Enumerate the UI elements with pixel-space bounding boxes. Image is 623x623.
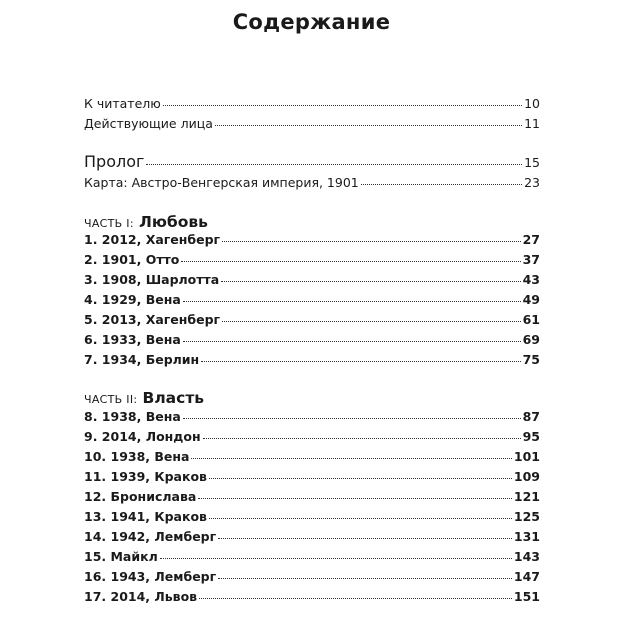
entry-label: 7. 1934, Берлин — [84, 352, 200, 367]
toc-entry-chapter[interactable] — [84, 529, 540, 548]
toc-entry-reader[interactable] — [84, 96, 540, 115]
entry-page: 43 — [522, 272, 540, 287]
toc-entry-chapter[interactable] — [84, 312, 540, 331]
entry-label: 2. 1901, Отто — [84, 252, 180, 267]
entry-page: 109 — [513, 469, 540, 484]
dot-leader — [160, 558, 512, 559]
entry-label: 14. 1942, Лемберг — [84, 529, 217, 544]
page-title: Содержание — [232, 10, 391, 34]
entry-label: 6. 1933, Вена — [84, 332, 181, 347]
dot-leader — [146, 164, 522, 165]
entry-page: 75 — [522, 352, 540, 367]
entry-page: 125 — [513, 509, 540, 524]
entry-page: 37 — [522, 252, 540, 267]
toc-entry-chapter[interactable] — [84, 509, 540, 528]
entry-page: 15 — [524, 155, 540, 170]
part-prefix: ЧАСТЬ II: — [84, 393, 138, 406]
entry-label: 10. 1938, Вена — [84, 449, 190, 464]
entry-page: 69 — [522, 332, 540, 347]
entry-page: 151 — [513, 589, 540, 604]
dot-leader — [222, 321, 521, 322]
entry-label: Карта: Австро-Венгерская империя, 1901 — [84, 175, 359, 190]
entry-label: 9. 2014, Лондон — [84, 429, 201, 444]
entry-label: 8. 1938, Вена — [84, 409, 181, 424]
toc-entry-chapter[interactable] — [84, 429, 540, 448]
dot-leader — [361, 184, 522, 185]
entry-page: 49 — [522, 292, 540, 307]
toc-entry-prologue[interactable] — [84, 152, 540, 174]
entry-label: 11. 1939, Краков — [84, 469, 207, 484]
dot-leader — [183, 301, 521, 302]
entry-label: Пролог — [84, 152, 145, 171]
entry-label: 5. 2013, Хагенберг — [84, 312, 221, 327]
entry-page: 131 — [513, 529, 540, 544]
toc-entry-chapter[interactable] — [84, 272, 540, 291]
toc-entry-chapter[interactable] — [84, 469, 540, 488]
dot-leader — [221, 281, 520, 282]
toc-entry-chapter[interactable] — [84, 352, 540, 371]
entry-page: 121 — [513, 489, 540, 504]
entry-page: 143 — [513, 549, 540, 564]
toc-entry-chapter[interactable] — [84, 489, 540, 508]
dot-leader — [198, 498, 512, 499]
dot-leader — [203, 438, 521, 439]
dot-leader — [183, 418, 521, 419]
toc-entry-chapter[interactable] — [84, 549, 540, 568]
entry-label: 12. Бронислава — [84, 489, 197, 504]
toc-entry-chapter[interactable] — [84, 449, 540, 468]
toc-entry-chapter[interactable] — [84, 589, 540, 608]
dot-leader — [218, 578, 512, 579]
dot-leader — [215, 125, 522, 126]
dot-leader — [181, 261, 520, 262]
entry-label: 1. 2012, Хагенберг — [84, 232, 221, 247]
dot-leader — [209, 478, 512, 479]
dot-leader — [163, 105, 522, 106]
entry-page: 23 — [524, 175, 540, 190]
entry-page: 11 — [524, 116, 540, 131]
dot-leader — [222, 241, 521, 242]
dot-leader — [199, 598, 512, 599]
entry-page: 61 — [522, 312, 540, 327]
entry-label: 13. 1941, Краков — [84, 509, 207, 524]
entry-page: 147 — [513, 569, 540, 584]
part-name: Любовь — [138, 213, 208, 231]
toc-entry-chapter[interactable] — [84, 232, 540, 251]
toc-entry-chapter[interactable] — [84, 332, 540, 351]
dot-leader — [191, 458, 511, 459]
entry-label: 15. Майкл — [84, 549, 158, 564]
toc-entry-chapter[interactable] — [84, 569, 540, 588]
dot-leader — [183, 341, 521, 342]
dot-leader — [201, 361, 520, 362]
entry-label: 16. 1943, Лемберг — [84, 569, 217, 584]
entry-page: 95 — [522, 429, 540, 444]
toc-entry-map[interactable] — [84, 175, 540, 194]
toc-entry-characters[interactable] — [84, 116, 540, 135]
entry-page: 27 — [522, 232, 540, 247]
entry-page: 87 — [522, 409, 540, 424]
entry-page: 10 — [524, 96, 540, 111]
part-name: Власть — [142, 389, 205, 407]
dot-leader — [218, 538, 512, 539]
entry-label: Действующие лица — [84, 116, 213, 131]
part-1-heading — [84, 212, 208, 231]
part-prefix: ЧАСТЬ I: — [84, 217, 134, 230]
toc-entry-chapter[interactable] — [84, 409, 540, 428]
entry-label: К читателю — [84, 96, 161, 111]
part-2-heading — [84, 388, 204, 407]
entry-page: 101 — [513, 449, 540, 464]
entry-label: 4. 1929, Вена — [84, 292, 181, 307]
entry-label: 17. 2014, Львов — [84, 589, 198, 604]
toc-entry-chapter[interactable] — [84, 292, 540, 311]
toc-entry-chapter[interactable] — [84, 252, 540, 271]
entry-label: 3. 1908, Шарлотта — [84, 272, 220, 287]
dot-leader — [209, 518, 512, 519]
